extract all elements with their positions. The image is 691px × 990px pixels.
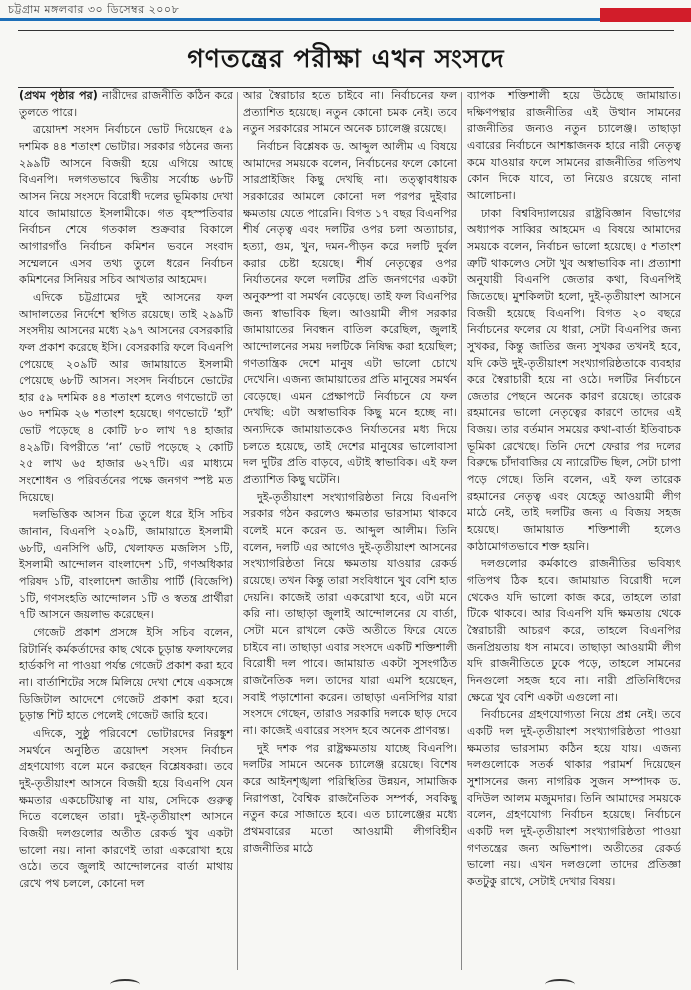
paragraph: গেজেট প্রকাশ প্রসঙ্গে ইসি সচিব বলেন, রিটার্নিং কর্মকর্তাদের কাছ থেকে চূড়ান্ত ফলাফলের হার্ডকপি না পাওয়া পর্যন্ত গেজেট প্রকাশ করা হবে না। বার্তাশিটের সঙ্গে মিলিয়ে দেখা শেষে একসঙ্গে ডিজিটাল আদেশে গেজেট প্রকাশ করা হবে। চূড়ান্ত শিট হাতে পেলেই গেজেট জারি হবে। bbox=[19, 626, 233, 723]
footer-ornament bbox=[110, 979, 140, 990]
date-line: চট্টগ্রাম মঙ্গলবার ৩০ ডিসেম্বর ২০০৮ bbox=[8, 3, 180, 16]
paragraph: ত্রয়োদশ সংসদ নির্বাচনে ভোট দিয়েছেন ৫৯ দশমিক ৪৪ শতাংশ ভোটার। সরকার গঠনের জন্য ২৯৯টি আসনে বিজয়ী হয়ে এগিয়ে আছে বিএনপি। দলগতভাবে দ্বিতীয় সর্বোচ্চ ৬৮টি আসন নিয়ে সংসদে বিরোধী দলের ভূমিকায় দেখা যাবে জামায়াতে ইসলামীকে। গত বৃহস্পতিবার নির্বাচন শেষে গতকাল শুক্রবার বিকালে আগারগাঁও নির্বাচন কমিশন ভবনে সংবাদ সম্মেলনে এসব তথ্য তুলে ধরেন নির্বাচন কমিশনের সিনিয়র সচিব আখতার আহমেদ। bbox=[19, 123, 233, 287]
paragraph: দুই-তৃতীয়াংশ সংখ্যাগরিষ্ঠতা নিয়ে বিএনপি সরকার গঠন করলেও ক্ষমতার ভারসাম্য থাকবে বলেই মনে করেন ড. আব্দুল আলীম। তিনি বলেন, দলটি এর আগেও দুই-তৃতীয়াংশ আসনের সংখ্যাগরিষ্ঠতা নিয়ে ক্ষমতায় যাওয়ার রেকর্ড রয়েছে। তখন কিন্তু তারা সংবিধানে খুব বেশি হাত দেয়নি। কাজেই তারা একরোখা হবে, এটা মনে করি না। তাছাড়া জুলাই আন্দোলনের যে বার্তা, সেটা মনে রাখলে কেউ অতীতে ফিরে যেতে চাইবে না। তাছাড়া এবার সংসদে একটি শক্তিশালী বিরোধী দল পাবে। জামায়াত একটা সুসংগঠিত রাজনৈতিক দল। তাদের যারা এমপি হয়েছেন, সবাই পড়াশোনা করেন। তাছাড়া এনসিপির যারা সংসদে গেছেন, তারাও সরকারি দলকে ছাড় দেবে না। কাজেই এবারের সংসদ হবে অনেক প্রাণবন্ত। bbox=[243, 490, 457, 737]
paragraph-text: নারীদের রাজনীতি কঠিন করে তুলতে পারে। bbox=[19, 89, 233, 119]
article-column-3 bbox=[467, 88, 681, 973]
paragraph: নির্বাচনের গ্রহণযোগ্যতা নিয়ে প্রশ্ন নেই। তবে একটি দল দুই-তৃতীয়াংশ সংখ্যাগরিষ্ঠতা পাওয়া ক্ষমতার ভারসাম্য কঠিন হয়ে যায়। এজন্য দলগুলোকে সতর্ক থাকার পরামর্শ দিয়েছেন সুশাসনের জন্য নাগরিক সুজন সম্পাদক ড. বদিউল আলম মজুমদার। তিনি আমাদের সময়কে বলেন, গ্রহণযোগ্য নির্বাচন হয়েছে। নির্বাচনে একটি দল দুই-তৃতীয়াংশ সংখ্যাগরিষ্ঠতা পাওয়া গণতন্ত্রের জন্য অভিশাপ। অতীতের রেকর্ড ভালো নয়। এখন দলগুলো তাদের প্রতিজ্ঞা কতটুকু রাখে, সেটাই দেখার বিষয়। bbox=[467, 708, 681, 888]
brand-block bbox=[600, 8, 691, 22]
article-column-2 bbox=[243, 88, 457, 973]
paragraph: নির্বাচন বিশ্লেষক ড. আব্দুল আলীম এ বিষয়ে আমাদের সময়কে বলেন, নির্বাচনের ফলে কোনো সারপ্রাইজিং কিছু দেখছি না। তত্ত্বাবধায়ক সরকারের আমলে কোনো দল পরপর দুইবার ক্ষমতায় যেতে পারেনি। বিগত ১৭ বছর বিএনপির শীর্ষ নেতৃত্ব এবং দলটির ওপর চলা অত্যাচার, হত্যা, গুম, খুন, দমন-পীড়ন করে দলটি দুর্বল করার চেষ্টা হয়েছে। শীর্ষ নেতৃত্বের ওপর নির্যাতনের ফলে দলটির প্রতি জনগণের একটা অনুকম্পা বা সমর্থন বেড়েছে। তাই ফল বিএনপির জন্য স্বাভাবিক ছিল। আওয়ামী লীগ সরকার জামায়াতের নিবন্ধন বাতিল করেছিল, জুলাই আন্দোলনের সময় দলটিকে নিষিদ্ধ করা হয়েছিল; গণতান্ত্রিক দেশে মানুষ এটা ভালো চোখে দেখেনি। এজন্য জামায়াতের প্রতি মানুষের সমর্থন বেড়েছে। এমন প্রেক্ষাপটে নির্বাচনে যে ফল দেখছি: এটা অস্বাভাবিক কিছু মনে হচ্ছে না। অন্যদিকে জামায়াতকেও নির্যাতনের মধ্য দিয়ে চলতে হয়েছে, তাই দেশের মানুষের ভালোবাসা দল দুটির প্রতি বাড়বে, এটাই স্বাভাবিক। এই ফল প্রত্যাশিত কিছু ঘটেনি। bbox=[243, 139, 457, 487]
headline-box bbox=[18, 30, 674, 88]
column-divider bbox=[237, 92, 238, 970]
paragraph: এদিকে চট্টগ্রামের দুই আসনের ফল আদালতের নির্দেশে স্থগিত রয়েছে। তাই ২৯৯টি সংসদীয় আসনের মধ্যে ২৯৭ আসনের বেসরকারি ফল প্রকাশ করেছে ইসি। বেসরকারি ফলে বিএনপি পেয়েছে ২০৯টি আর জামায়াতে ইসলামী পেয়েছে ৬৮টি আসন। সংসদ নির্বাচনে ভোটের হার ৫৯ দশমিক ৪৪ শতাংশ হলেও গণভোটে তা ৬০ দশমিক ২৬ শতাংশ হয়েছে। গণভোটে ‘হ্যাঁ’ ভোট পড়েছে ৪ কোটি ৮০ লাখ ৭৪ হাজার ৪২৯টি। বিপরীতে ‘না’ ভোট পড়েছে ২ কোটি ২৫ লাখ ৬৫ হাজার ৬২৭টি। এর মাধ্যমে সংশোধন ও পরিবর্তনের পক্ষে জনগণ স্পষ্ট মত দিয়েছে। bbox=[19, 290, 233, 504]
continuation-label: (প্রথম পৃষ্ঠার পর) bbox=[19, 89, 98, 102]
page-footer bbox=[0, 975, 691, 988]
footer-ornament bbox=[545, 979, 575, 990]
paragraph: ঢাকা বিশ্ববিদ্যালয়ের রাষ্ট্রবিজ্ঞান বিভাগের অধ্যাপক সাব্বির আহমেদ এ বিষয়ে আমাদের সময়কে বলেন, নির্বাচন ভালো হয়েছে। ৫ শতাংশ ত্রুটি থাকলেও সেটা খুব অস্বাভাবিক না। প্রত্যাশা অনুযায়ী বিএনপি জেতার কথা, বিএনপিই জিতেছে। মুশকিলটা হলো, দুই-তৃতীয়াংশ আসনে বিজয়ী হয়েছে বিএনপি। বিগত ২০ বছরে নির্বাচনের ফলের যে ধারা, সেটা বিএনপির জন্য সুখকর, কিন্তু জাতির জন্য সুখকর তখনই হবে, যদি কেউ দুই-তৃতীয়াংশ সংখ্যাগরিষ্ঠতাকে ব্যবহার করে স্বৈরাচারী হয়ে না ওঠে। দলটির নির্বাচনে জেতার পেছনে অনেক কারণ রয়েছে। তারেক রহমানের ভালো নেতৃত্বের কারণে তাদের এই বিজয়। তার বর্তমান সময়ের কথা-বার্তা ইতিবাচক ভূমিকা রেখেছে। তিনি দেশে ফেরার পর দলের বিরুদ্ধে চাঁদাবাজির যে ন্যারেটিভ ছিল, সেটা চাপা পড়ে গেছে। তিনি বলেন, এই ফল তারেক রহমানের নেতৃত্ব এবং যেহেতু আওয়ামী লীগ মাঠে নেই, তাই দলটির জন্য এ বিজয় সহজ হয়েছে। জামায়াত শক্তিশালী হলেও কাঠামোগতভাবে শক্ত হয়নি। bbox=[467, 206, 681, 553]
page-title: গণতন্ত্রের পরীক্ষা এখন সংসদে bbox=[187, 44, 505, 73]
paragraph: দলভিত্তিক আসন চিত্র তুলে ধরে ইসি সচিব জানান, বিএনপি ২০৯টি, জামায়াতে ইসলামী ৬৮টি, এনসিপি ৬টি, খেলাফত মজলিস ১টি, ইসলামী আন্দোলন বাংলাদেশ ১টি, গণঅধিকার পরিষদ ১টি, বাংলাদেশ জাতীয় পার্টি (বিজেপি) ১টি, গণসংহতি আন্দোলন ১টি ও স্বতন্ত্র প্রার্থীরা ৭টি আসনে জয়লাভ করেছেন। bbox=[19, 508, 233, 622]
column-divider bbox=[461, 92, 462, 970]
article-column-1 bbox=[19, 88, 233, 973]
paragraph bbox=[19, 88, 233, 121]
paragraph: ব্যাপক শক্তিশালী হয়ে উঠেছে জামায়াত। দক্ষিণপন্থার রাজনীতির এই উত্থান সামনের রাজনীতির জন্যও নতুন চ্যালেঞ্জ। তাছাড়া এবারের নির্বাচনে আশঙ্কাজনক হারে নারী নেতৃত্ব কমে যাওয়ার ফলে সামনের রাজনীতির গতিপথ কোন দিকে যাবে, তা নিয়েও রয়েছে নানা আলোচনা। bbox=[467, 89, 681, 202]
paragraph: এদিকে, সুষ্ঠু পরিবেশে ভোটারদের নিরঙ্কুশ সমর্থনে অনুষ্ঠিত ত্রয়োদশ সংসদ নির্বাচন গ্রহণযোগ্য বলে মনে করছেন বিশ্লেষকরা। তবে দুই-তৃতীয়াংশ আসনে বিজয়ী হয়ে বিএনপি যেন ক্ষমতার একচেটিয়াত্ব না যায়, সেদিকে গুরুত্ব দিতে বলেছেন তারা। দুই-তৃতীয়াংশ আসনে বিজয়ী দলগুলোর অতীত রেকর্ড খুব একটা ভালো নয়। নানা কারণেই তারা একরোখা হয়ে ওঠে। তবে জুলাই আন্দোলনের বার্তা মাথায় রেখে পথ চললে, কোনো দল bbox=[19, 726, 233, 890]
accent-bar bbox=[0, 18, 600, 21]
paragraph: দলগুলোর কর্মকাণ্ডে রাজনীতির ভবিষ্যৎ গতিপথ ঠিক হবে। জামায়াত বিরোধী দলে থেকেও যদি ভালো কাজ করে, তাহলে তারা টিকে থাকবে। আর বিএনপি যদি ক্ষমতায় থেকে স্বৈরাচারী আচরণ করে, তাহলে বিএনপির জনপ্রিয়তায় ধস নামবে। তাছাড়া আওয়ামী লীগ যদি রাজনীতিতে ঢুকে পড়ে, তাহলে সামনের দিনগুলো সহজ হবে না। নারী প্রতিনিধিদের ক্ষেত্রে খুব বেশি একটা এগুলো না। bbox=[467, 557, 681, 704]
paragraph: আর স্বৈরাচার হতে চাইবে না। নির্বাচনের ফল প্রত্যাশিত হয়েছে। নতুন কোনো চমক নেই। তবে নতুন সরকারের সামনে অনেক চ্যালেঞ্জ রয়েছে। bbox=[243, 89, 457, 136]
masthead-strip bbox=[0, 0, 691, 26]
paragraph: দুই দশক পর রাষ্ট্রক্ষমতায় যাচ্ছে বিএনপি। দলটির সামনে অনেক চ্যালেঞ্জ রয়েছে। বিশেষ করে আইনশৃঙ্খলা পরিস্থিতির উন্নয়ন, সামাজিক নিরাপত্তা, বৈশ্বিক রাজনৈতিক সম্পর্ক, সবকিছু নতুন করে সাজাতে হবে। এত চ্যালেঞ্জের মধ্যে প্রথমবারের মতো আওয়ামী লীগবিহীন রাজনীতির মাঠে bbox=[243, 741, 457, 855]
